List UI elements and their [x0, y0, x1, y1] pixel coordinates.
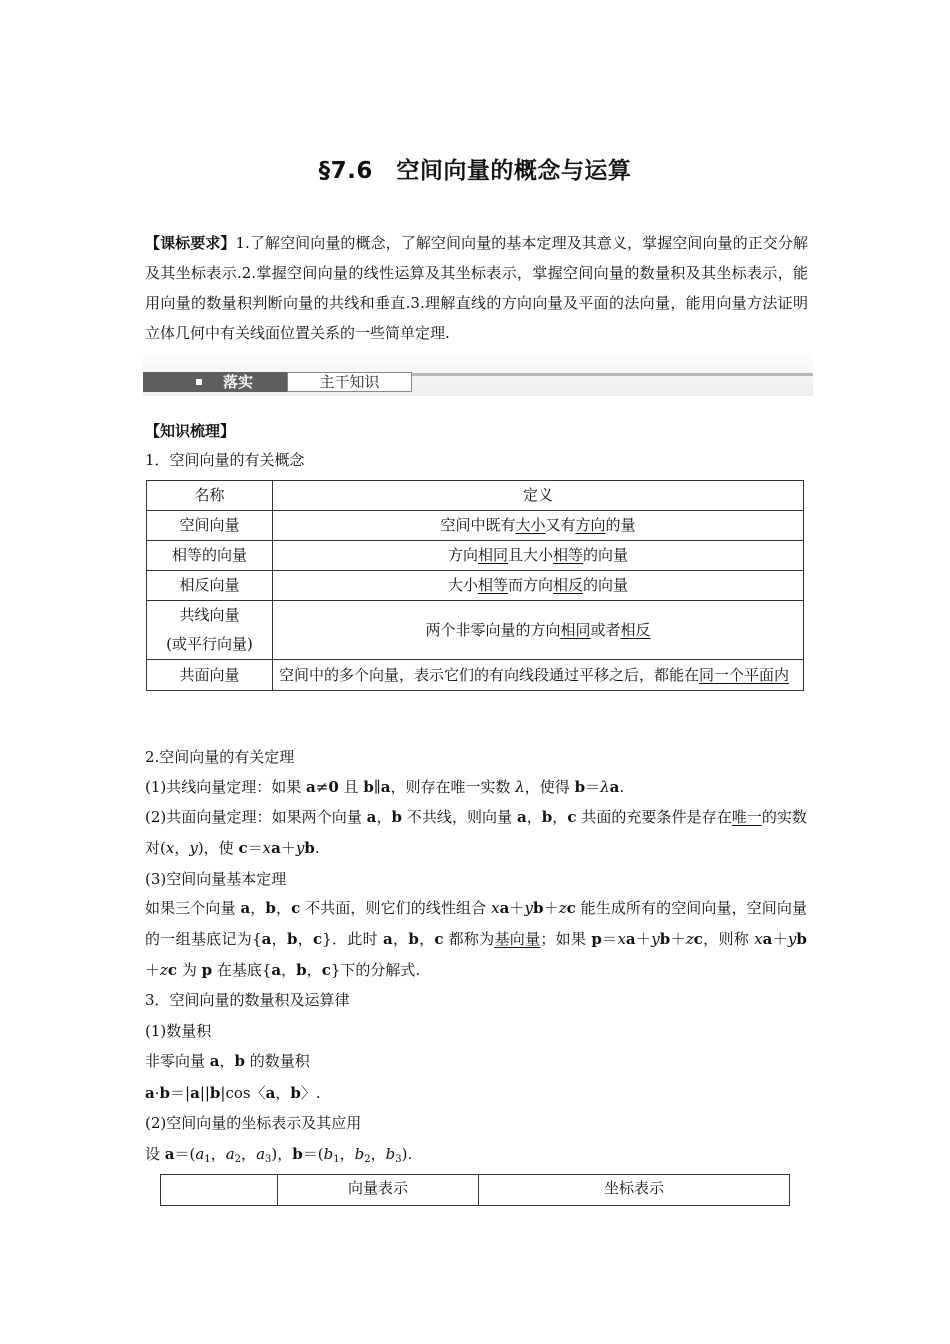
requirements-text: 1.了解空间向量的概念，了解空间向量的基本定理及其意义，掌握空间向量的正交分解及其坐标表示.2.掌握空间向量的线性运算及其坐标表示，掌握空间向量的数量积及其坐标表示，能用向量的数量积判断向量的共线和垂直.3.理解直线的方向向量及平面的法向量，能用向量方法证明立体几何中有关线面位置关系的一些简单定理.	[145, 234, 808, 342]
table-cell-name: 相等的向量	[147, 541, 273, 571]
table-cell-definition: 空间中的多个向量，表示它们的有向线段通过平移之后，都能在同一个平面内	[273, 660, 804, 691]
table-cell-definition: 大小相等而方向相反的向量	[273, 571, 804, 601]
course-requirements	[145, 228, 808, 348]
requirements-tag: 【课标要求】	[145, 234, 236, 252]
basic-theorem: 如果三个向量 a，b，c 不共面，则它们的线性组合 xa＋yb＋zc 能生成所有的空间向量，空间向量的一组基底记为{a，b，c}．此时 a，b，c 都称为基向量；如果 p＝xa＋yb＋zc，则称 xa＋yb＋zc 为 p 在基底{a，b，c}下的分解式.	[145, 899, 807, 979]
table-header-cell	[161, 1175, 278, 1206]
table-cell-definition: 方向相同且大小相等的向量	[273, 541, 804, 571]
table-header-cell: 定义	[273, 481, 804, 511]
table-row	[147, 601, 804, 660]
coplanar-theorem: (2)共面向量定理：如果两个向量 a，b 不共线，则向量 a，b，c 共面的充要条件是存在唯一的实数对(x，y)，使 c＝xa＋yb.	[145, 808, 807, 857]
dot-product-heading: (1)数量积	[145, 1022, 212, 1040]
coordinate-table	[160, 1174, 790, 1206]
section-1-heading: 1．空间向量的有关概念	[145, 451, 305, 469]
dot-product-formula: a·b＝|a||b|cos〈a，b〉.	[145, 1084, 321, 1102]
table-header-cell: 名称	[147, 481, 273, 511]
table-row	[147, 481, 804, 511]
table-header-cell: 坐标表示	[479, 1175, 790, 1206]
table-row	[147, 571, 804, 601]
coordinate-heading: (2)空间向量的坐标表示及其应用	[145, 1114, 362, 1132]
table-row	[147, 660, 804, 691]
concepts-table	[146, 480, 804, 691]
coordinate-definition: 设 $a=(a_1$，$a_2$，$a_3$)，$b=(b_1$，$b_2$，$b_3$).	[145, 1145, 413, 1165]
table-row	[147, 541, 804, 571]
table-cell-definition: 两个非零向量的方向相同或者相反	[273, 601, 804, 660]
knowledge-tag: 【知识梳理】	[145, 422, 236, 440]
collinear-theorem: (1)共线向量定理：如果 a≠0 且 b∥a，则存在唯一实数 λ，使得 b＝λa.	[145, 778, 625, 796]
table-row	[161, 1175, 790, 1206]
table-cell-name: 共面向量	[147, 660, 273, 691]
page-title: §7.6 空间向量的概念与运算	[318, 158, 632, 184]
table-header-cell: 向量表示	[278, 1175, 479, 1206]
section-2-heading: 2.空间向量的有关定理	[145, 748, 295, 766]
table-cell-definition: 空间中既有大小又有方向的量	[273, 511, 804, 541]
table-cell-name: 相反向量	[147, 571, 273, 601]
dot-product-text: 非零向量 a，b 的数量积	[145, 1052, 310, 1070]
square-bullet-icon	[196, 379, 202, 385]
section-3-heading: 3．空间向量的数量积及运算律	[145, 991, 350, 1009]
table-cell-name: 共线向量 (或平行向量)	[147, 601, 273, 660]
table-row	[147, 511, 804, 541]
banner-light-tab: 主干知识	[287, 372, 412, 392]
basic-theorem-heading: (3)空间向量基本定理	[145, 870, 287, 888]
banner-dark-tab	[143, 372, 287, 392]
banner-dark-label: 落实	[223, 373, 254, 391]
table-cell-name: 空间向量	[147, 511, 273, 541]
